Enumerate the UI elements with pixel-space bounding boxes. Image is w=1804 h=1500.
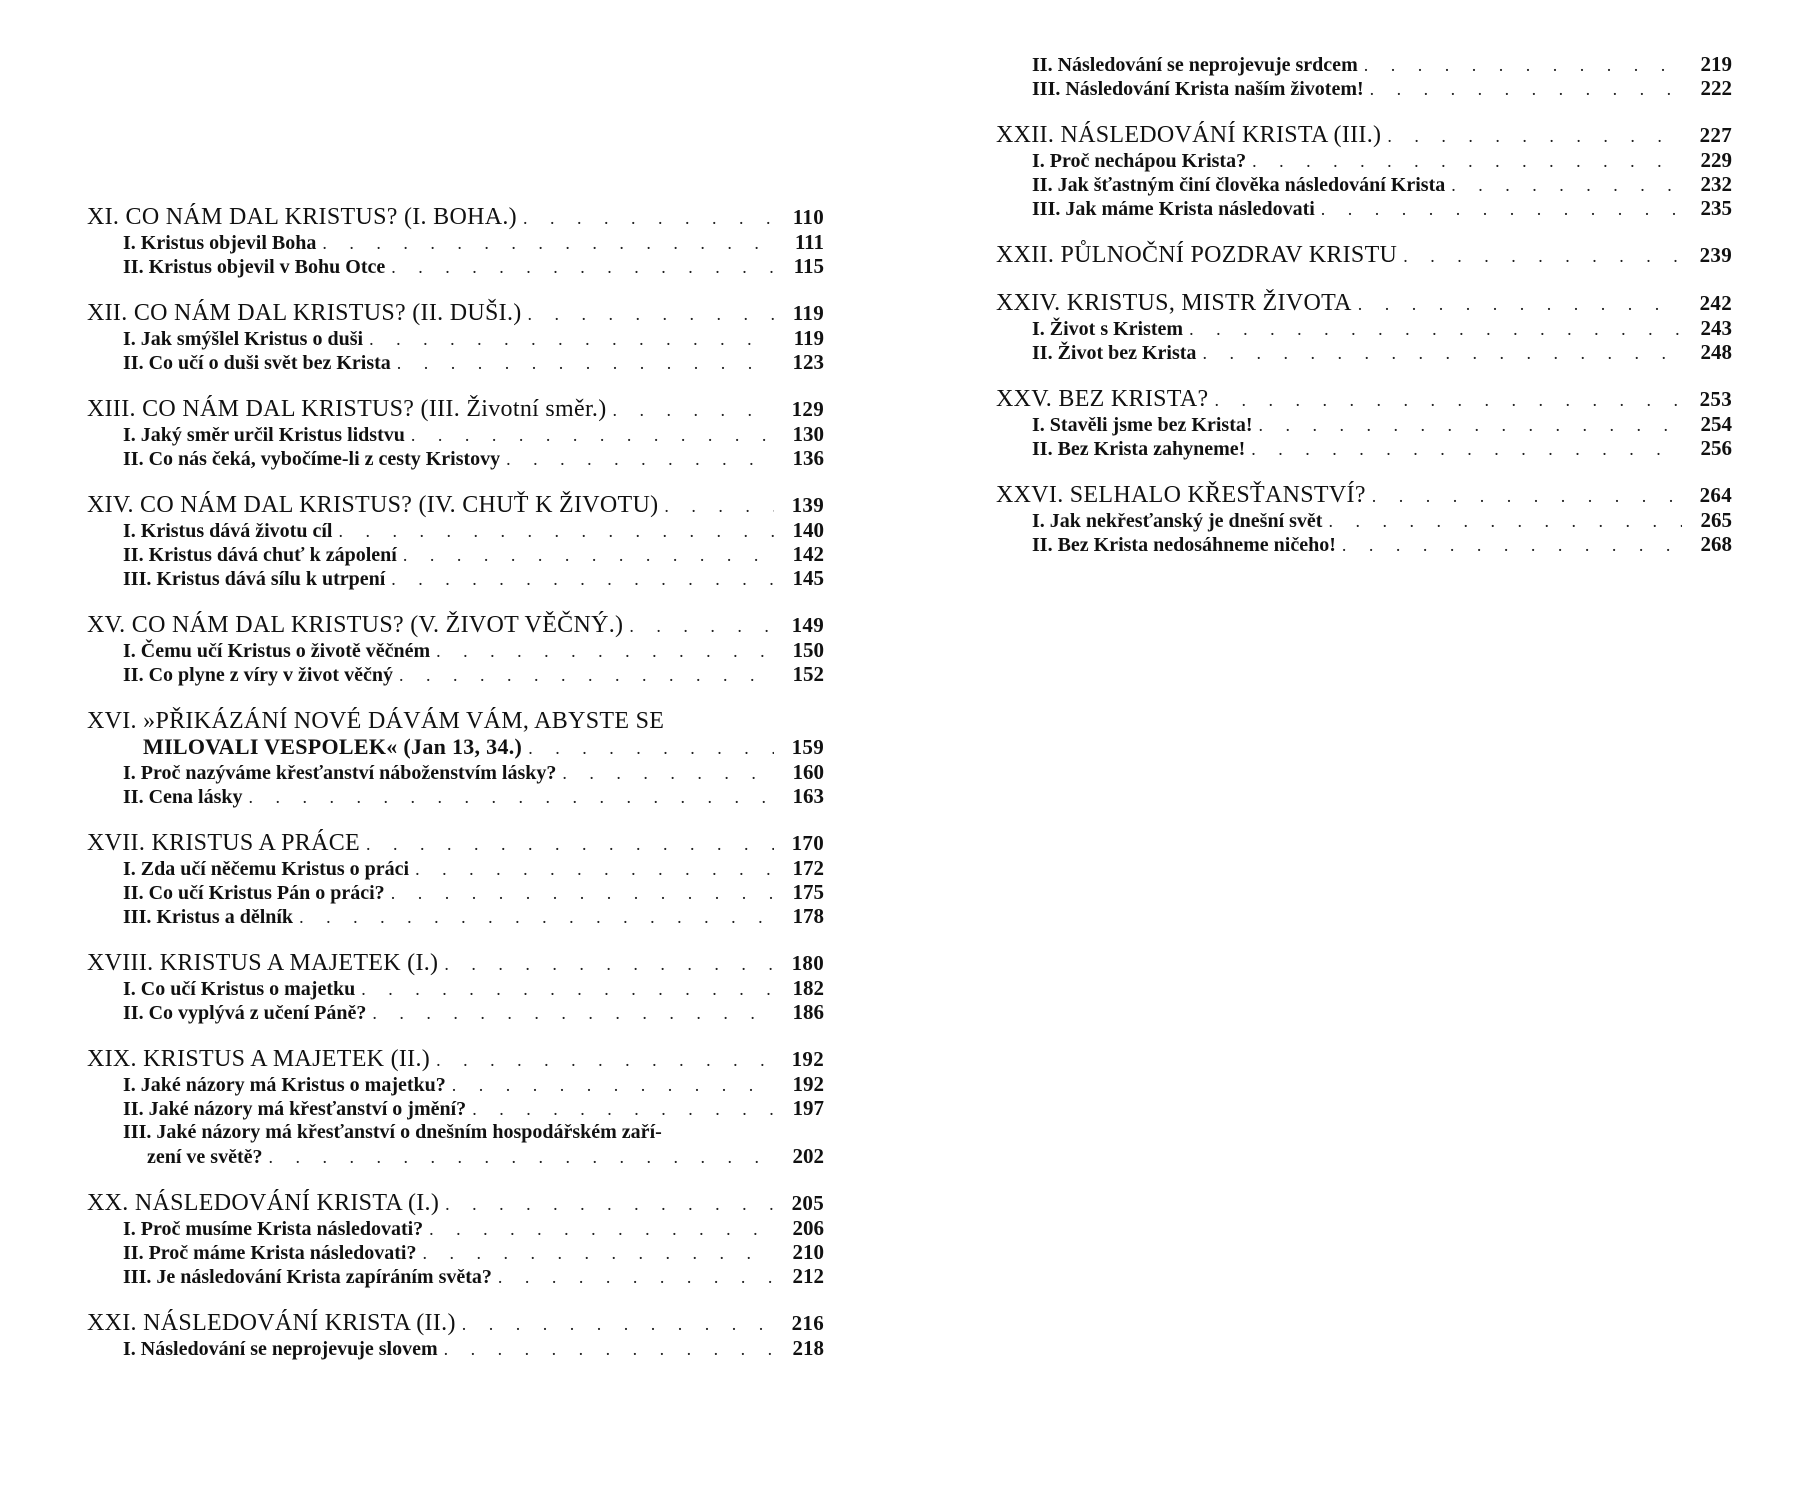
toc-chapter-xviii — [87, 950, 824, 1024]
dot-leader — [1251, 437, 1682, 461]
page-number: 268 — [1700, 532, 1732, 556]
toc-entry[interactable] — [87, 446, 824, 470]
toc-heading[interactable] — [87, 612, 824, 638]
page-number: 178 — [792, 904, 824, 928]
dot-leader — [1202, 341, 1682, 365]
page-number: 163 — [792, 784, 824, 808]
dot-leader — [1358, 291, 1682, 317]
toc-chapter-xxii — [996, 122, 1732, 220]
toc-entry-label: I. Život s Kristem — [1032, 318, 1184, 340]
toc-entry[interactable] — [996, 52, 1732, 76]
dot-leader — [391, 255, 774, 279]
toc-entry[interactable] — [87, 856, 824, 880]
toc-chapter-xvii — [87, 830, 824, 928]
page-number: 264 — [1699, 483, 1732, 507]
toc-heading[interactable] — [87, 300, 824, 326]
dot-leader — [629, 613, 774, 639]
toc-heading[interactable] — [87, 1046, 824, 1072]
dot-leader — [403, 543, 774, 567]
toc-entry[interactable] — [996, 316, 1732, 340]
toc-heading[interactable] — [996, 482, 1732, 508]
dot-leader — [1342, 533, 1682, 557]
dot-leader — [452, 1073, 774, 1097]
toc-entry-label: II. Jak šťastným činí člověka následování Krista — [1032, 174, 1446, 196]
toc-entry-label: I. Jaký směr určil Kristus lidstvu — [123, 424, 405, 446]
toc-entry-label: I. Čemu učí Kristus o životě věčném — [123, 640, 431, 662]
toc-entry[interactable] — [996, 436, 1732, 460]
dot-leader — [1387, 123, 1682, 149]
dot-leader — [322, 231, 774, 255]
toc-entry-label: III. Kristus a dělník — [123, 906, 294, 928]
page-number: 119 — [793, 326, 824, 350]
toc-entry[interactable] — [87, 1336, 824, 1360]
toc-entry[interactable] — [87, 662, 824, 686]
toc-heading[interactable] — [996, 242, 1732, 268]
toc-heading[interactable] — [996, 386, 1732, 412]
page-number: 192 — [791, 1047, 824, 1071]
dot-leader — [269, 1145, 774, 1169]
page-number: 248 — [1700, 340, 1732, 364]
toc-entry-label: I. Proč nechápou Krista? — [1032, 150, 1247, 172]
toc-entry[interactable] — [87, 976, 824, 1000]
toc-heading[interactable] — [996, 122, 1732, 148]
toc-heading-title: XVI. »PŘIKÁZÁNÍ NOVÉ DÁVÁM VÁM, ABYSTE SE — [87, 708, 665, 734]
dot-leader — [1259, 413, 1682, 437]
toc-heading[interactable] — [87, 492, 824, 518]
page-number: 210 — [792, 1240, 824, 1264]
toc-chapter-xvi — [87, 708, 824, 808]
page-number: 197 — [792, 1096, 824, 1120]
dot-leader — [506, 447, 774, 471]
page-number: 206 — [792, 1216, 824, 1240]
page-number: 170 — [791, 831, 824, 855]
toc-heading-title: XV. CO NÁM DAL KRISTUS? (V. ŽIVOT VĚČNÝ.) — [87, 612, 624, 638]
toc-heading-title: XVII. KRISTUS A PRÁCE — [87, 830, 361, 856]
page-number: 265 — [1700, 508, 1732, 532]
dot-leader — [472, 1097, 774, 1121]
dot-leader — [436, 639, 774, 663]
toc-entry[interactable] — [87, 254, 824, 278]
page-number: 243 — [1700, 316, 1732, 340]
toc-entry[interactable] — [87, 230, 824, 254]
toc-heading-title-cont: MILOVALI VESPOLEK« (Jan 13, 34.) — [143, 734, 523, 759]
dot-leader — [423, 1241, 775, 1265]
toc-heading-title: XXVI. SELHALO KŘESŤANSTVÍ? — [996, 482, 1366, 508]
page-number: 227 — [1699, 123, 1732, 147]
toc-entry[interactable] — [87, 326, 824, 350]
toc-chapter-xii — [87, 300, 824, 374]
page-number: 130 — [792, 422, 824, 446]
toc-entry-label: I. Proč nazýváme křesťanství náboženstvím lásky? — [123, 762, 557, 784]
dot-leader — [1321, 197, 1682, 221]
toc-entry-label: II. Jaké názory má křesťanství o jmění? — [123, 1098, 467, 1120]
dot-leader — [613, 397, 774, 423]
dot-leader — [528, 301, 774, 327]
dot-leader — [1370, 77, 1682, 101]
toc-entry-label: I. Kristus objevil Boha — [123, 232, 317, 254]
toc-chapter-xi — [87, 204, 824, 278]
toc-heading-line1[interactable] — [87, 708, 824, 734]
toc-entry[interactable] — [996, 532, 1732, 556]
toc-entry-label: II. Co vyplývá z učení Páně? — [123, 1002, 367, 1024]
dot-leader — [369, 327, 774, 351]
toc-entry-label: II. Co učí Kristus Pán o práci? — [123, 882, 385, 904]
page-number: 229 — [1700, 148, 1732, 172]
dot-leader — [444, 1337, 774, 1361]
page-number: 254 — [1700, 412, 1732, 436]
toc-heading-title: XII. CO NÁM DAL KRISTUS? (II. DUŠI.) — [87, 300, 522, 326]
dot-leader — [1214, 387, 1682, 413]
toc-entry[interactable] — [996, 148, 1732, 172]
page-number: 139 — [791, 493, 824, 517]
dot-leader — [248, 785, 774, 809]
page-number: 218 — [792, 1336, 824, 1360]
dot-leader — [399, 663, 774, 687]
toc-entry-label: I. Následování se neprojevuje slovem — [123, 1338, 438, 1360]
toc-entry-label: I. Jak smýšlel Kristus o duši — [123, 328, 364, 350]
toc-entry-label: I. Kristus dává životu cíl — [123, 520, 333, 542]
page-number: 140 — [792, 518, 824, 542]
dot-leader — [528, 735, 774, 761]
dot-leader — [436, 1047, 774, 1073]
dot-leader — [462, 1311, 774, 1337]
dot-leader — [361, 977, 774, 1001]
toc-entry[interactable] — [996, 412, 1732, 436]
page-number: 136 — [792, 446, 824, 470]
toc-heading-title: XIV. CO NÁM DAL KRISTUS? (IV. CHUŤ K ŽIVOTU) — [87, 492, 659, 518]
toc-chapter-xiv — [87, 492, 824, 590]
dot-leader — [429, 1217, 774, 1241]
toc-heading[interactable] — [87, 204, 824, 230]
toc-entry-label: III. Jak máme Krista následovati — [1032, 198, 1315, 220]
dot-leader — [498, 1265, 774, 1289]
page-number: 239 — [1699, 243, 1732, 267]
toc-heading[interactable] — [87, 396, 824, 422]
toc-chapter-xxi-continued — [996, 52, 1732, 100]
page-number: 216 — [791, 1311, 824, 1335]
toc-entry[interactable] — [87, 1240, 824, 1264]
toc-entry-label: II. Následování se neprojevuje srdcem — [1032, 54, 1358, 76]
toc-entry-label: III. Následování Krista naším životem! — [1032, 78, 1364, 100]
toc-entry-label: II. Bez Krista zahyneme! — [1032, 438, 1246, 460]
toc-heading-title: XXI. NÁSLEDOVÁNÍ KRISTA (II.) — [87, 1310, 456, 1336]
page-number: 111 — [794, 230, 824, 254]
toc-heading-title: XVIII. KRISTUS A MAJETEK (I.) — [87, 950, 439, 976]
dot-leader — [523, 205, 774, 231]
toc-heading-title: XXII. PŮLNOČNÍ POZDRAV KRISTU — [996, 242, 1398, 268]
toc-entry-label: I. Proč musíme Krista následovati? — [123, 1218, 424, 1240]
page-number: 219 — [1700, 52, 1732, 76]
dot-leader — [445, 1191, 774, 1217]
toc-heading[interactable] — [87, 950, 824, 976]
page-number: 202 — [792, 1144, 824, 1168]
page-number: 123 — [792, 350, 824, 374]
toc-entry[interactable] — [87, 518, 824, 542]
toc-heading[interactable] — [996, 290, 1732, 316]
toc-entry-label-cont: zení ve světě? — [147, 1146, 263, 1168]
page-number: 159 — [791, 735, 824, 759]
toc-heading-title: XXII. NÁSLEDOVÁNÍ KRISTA (III.) — [996, 122, 1382, 148]
page-number: 172 — [792, 856, 824, 880]
page-number: 145 — [792, 566, 824, 590]
toc-chapter-xxiii — [996, 242, 1732, 268]
toc-entry[interactable] — [87, 422, 824, 446]
toc-entry[interactable] — [87, 880, 824, 904]
toc-entry[interactable] — [87, 760, 824, 784]
toc-right-column — [996, 52, 1732, 578]
toc-entry-line2[interactable] — [87, 1144, 824, 1168]
toc-entry[interactable] — [996, 340, 1732, 364]
toc-entry[interactable] — [87, 1096, 824, 1120]
toc-heading-title: XX. NÁSLEDOVÁNÍ KRISTA (I.) — [87, 1190, 440, 1216]
toc-entry[interactable] — [87, 350, 824, 374]
dot-leader — [1403, 243, 1682, 269]
toc-entry-label: III. Jaké názory má křesťanství o dnešním hospodářském zaří- — [123, 1121, 662, 1143]
toc-entry-label: II. Co učí o duši svět bez Krista — [123, 352, 391, 374]
toc-entry[interactable] — [996, 76, 1732, 100]
toc-entry-label: II. Bez Krista nedosáhneme ničeho! — [1032, 534, 1336, 556]
page-number: 152 — [792, 662, 824, 686]
dot-leader — [1189, 317, 1682, 341]
toc-entry-label: II. Proč máme Krista následovati? — [123, 1242, 417, 1264]
toc-entry-label: I. Jaké názory má Kristus o majetku? — [123, 1074, 446, 1096]
toc-heading-title: XI. CO NÁM DAL KRISTUS? (I. BOHA.) — [87, 204, 517, 230]
toc-entry-label: III. Kristus dává sílu k utrpení — [123, 568, 386, 590]
dot-leader — [664, 493, 774, 519]
toc-entry[interactable] — [87, 784, 824, 808]
toc-heading[interactable] — [87, 1310, 824, 1336]
toc-entry-label: I. Stavěli jsme bez Krista! — [1032, 414, 1253, 436]
page-number: 119 — [792, 301, 824, 325]
page-number: 242 — [1699, 291, 1732, 315]
toc-entry-label: II. Co plyne z víry v život věčný — [123, 664, 393, 686]
toc-entry-label: II. Kristus objevil v Bohu Otce — [123, 256, 386, 278]
page-number: 110 — [792, 205, 824, 229]
dot-leader — [397, 351, 774, 375]
toc-entry[interactable] — [87, 638, 824, 662]
toc-entry[interactable] — [87, 542, 824, 566]
toc-entry-label: II. Co nás čeká, vybočíme-li z cesty Kristovy — [123, 448, 501, 470]
toc-chapter-xiii — [87, 396, 824, 470]
page-number: 235 — [1700, 196, 1732, 220]
dot-leader — [562, 761, 774, 785]
dot-leader — [391, 881, 774, 905]
dot-leader — [391, 567, 774, 591]
toc-chapter-xx — [87, 1190, 824, 1288]
toc-entry-label: I. Zda učí něčemu Kristus o práci — [123, 858, 410, 880]
toc-heading-line2[interactable] — [87, 734, 824, 760]
toc-chapter-xxi — [87, 1310, 824, 1360]
page-number: 192 — [792, 1072, 824, 1096]
toc-entry[interactable] — [87, 1072, 824, 1096]
toc-heading[interactable] — [87, 830, 824, 856]
toc-entry-label: I. Co učí Kristus o majetku — [123, 978, 356, 1000]
dot-leader — [415, 857, 774, 881]
page-number: 212 — [792, 1264, 824, 1288]
page-number: 160 — [792, 760, 824, 784]
toc-heading[interactable] — [87, 1190, 824, 1216]
dot-leader — [411, 423, 774, 447]
page-number: 182 — [792, 976, 824, 1000]
toc-entry-label: III. Je následování Krista zapíráním světa? — [123, 1266, 492, 1288]
dot-leader — [338, 519, 774, 543]
page-number: 186 — [792, 1000, 824, 1024]
page-number: 115 — [793, 254, 824, 278]
page-number: 205 — [791, 1191, 824, 1215]
page-number: 142 — [792, 542, 824, 566]
page-number: 149 — [791, 613, 824, 637]
toc-entry[interactable] — [996, 508, 1732, 532]
toc-entry[interactable] — [996, 172, 1732, 196]
dot-leader — [372, 1001, 774, 1025]
toc-entry[interactable] — [87, 904, 824, 928]
dot-leader — [1328, 509, 1682, 533]
dot-leader — [1451, 173, 1682, 197]
toc-entry[interactable] — [87, 566, 824, 590]
toc-chapter-xxiv — [996, 290, 1732, 364]
toc-entry[interactable] — [87, 1000, 824, 1024]
toc-heading-title: XXIV. KRISTUS, MISTR ŽIVOTA — [996, 290, 1352, 316]
toc-entry[interactable] — [87, 1216, 824, 1240]
dot-leader — [1364, 53, 1682, 77]
toc-chapter-xxvi — [996, 482, 1732, 556]
page-number: 129 — [791, 397, 824, 421]
page-number: 253 — [1699, 387, 1732, 411]
page-number: 180 — [791, 951, 824, 975]
toc-heading-title: XIII. CO NÁM DAL KRISTUS? (III. Životní směr.) — [87, 396, 607, 422]
dot-leader — [366, 831, 774, 857]
page-number: 256 — [1700, 436, 1732, 460]
toc-entry[interactable] — [996, 196, 1732, 220]
toc-entry-label: II. Kristus dává chuť k zápolení — [123, 544, 397, 566]
toc-entry-label: I. Jak nekřesťanský je dnešní svět — [1032, 510, 1323, 532]
toc-heading-title: XXV. BEZ KRISTA? — [996, 386, 1209, 412]
dot-leader — [299, 905, 774, 929]
toc-heading-title: XIX. KRISTUS A MAJETEK (II.) — [87, 1046, 431, 1072]
toc-chapter-xv — [87, 612, 824, 686]
page-number: 175 — [792, 880, 824, 904]
toc-left-column — [87, 204, 824, 1382]
toc-entry-label: II. Život bez Krista — [1032, 342, 1197, 364]
toc-entry-label: II. Cena lásky — [123, 786, 243, 808]
dot-leader — [1252, 149, 1682, 173]
page-number: 232 — [1700, 172, 1732, 196]
toc-entry-line1[interactable] — [87, 1120, 824, 1144]
dot-leader — [444, 951, 774, 977]
page-number: 222 — [1700, 76, 1732, 100]
toc-entry[interactable] — [87, 1264, 824, 1288]
toc-chapter-xix — [87, 1046, 824, 1168]
dot-leader — [1372, 483, 1682, 509]
page-number: 150 — [792, 638, 824, 662]
toc-chapter-xxv — [996, 386, 1732, 460]
